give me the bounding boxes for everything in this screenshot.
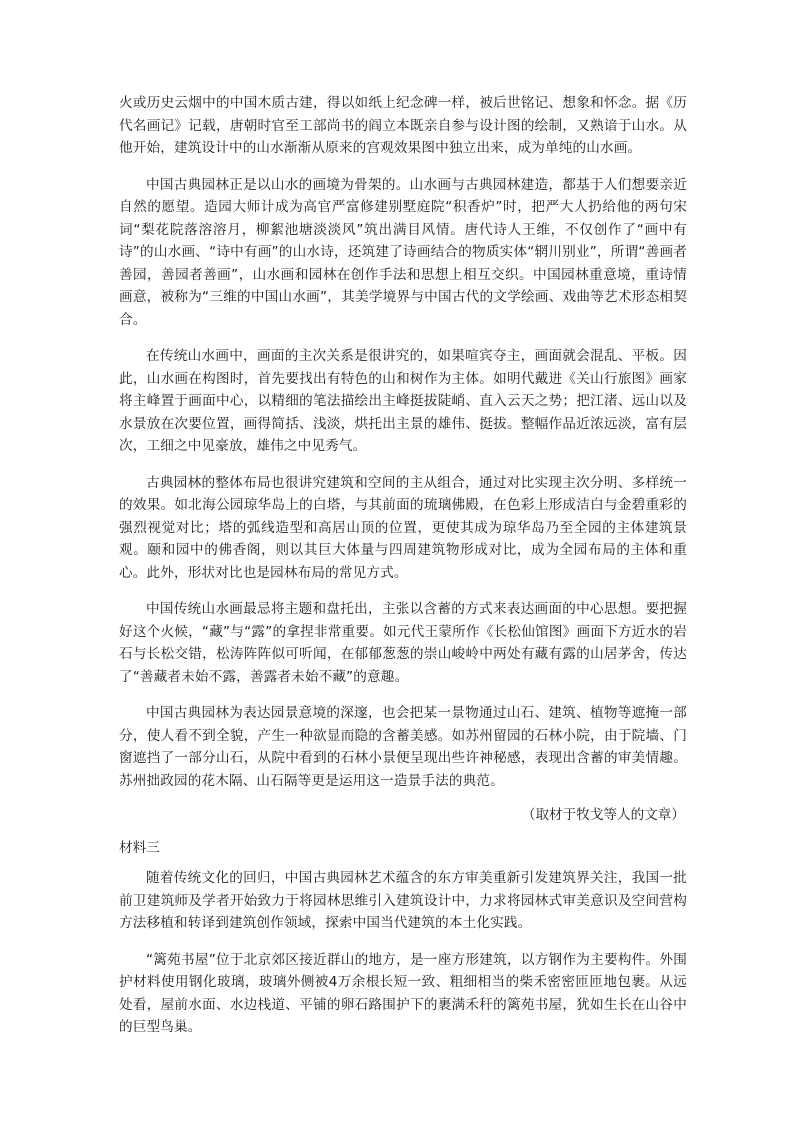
- paragraph-painting-composition: 在传统山水画中，画面的主次关系是很讲究的，如果喧宾夺主，画面就会混乱、平板。因此，山水画在构图时，首先要找出有特色的山和树作为主体。如明代戴进《关山行旅图》画家将主峰置于画面中心，以精细的笔法描绘出主峰挺拔陡峭、直入云天之势；把江渚、远山以及水景放在次要位置，画得简括、浅淡，烘托出主景的雄伟、挺拔。整幅作品近浓远淡，富有层次，工细之中见豪放，雄伟之中见秀气。: [119, 348, 687, 454]
- paragraph-garden-landscape: 中国古典园林正是以山水的画境为骨架的。山水画与古典园林建造，都基于人们想要亲近自然的愿望。造园大师计成为高官严富修建别墅庭院“积香炉”时，把严大人扔给他的两句宋词“梨花院落溶溶月，柳絮池塘淡淡风”筑出满目风情。唐代诗人王维，不仅创作了“画中有诗”的山水画、“诗中有画”的山水诗，还筑建了诗画结合的物质实体“辋川别业”，所谓“善画者善园，善园者善画”，山水画和园林在创作手法和思想上相互交织。中国园林重意境，重诗情画意，被称为“三维的中国山水画”，其美学境界与中国古代的文学绘画、戏曲等艺术形态相契合。: [119, 176, 687, 328]
- material3-heading: 材料三: [119, 839, 160, 856]
- paragraph-painting-subtlety: 中国传统山水画最忌将主题和盘托出，主张以含蓄的方式来表达画面的中心思想。要把握好这个火候，“藏”与“露”的拿捏非常重要。如元代王蒙所作《长松仙馆图》画面下方近水的岩石与长松交错，松涛阵阵似可听闻，在郁郁葱葱的崇山峻岭中两处有藏有露的山居茅舍，传达了“善藏者未始不露，善露者未始不藏”的意趣。: [119, 601, 687, 685]
- paragraph-modern-architecture: 随着传统文化的回归，中国古典园林艺术蕴含的东方审美重新引发建筑界关注，我国一批前卫建筑师及学者开始致力于将园林思维引入建筑设计中，力求将园林式审美意识及空间营构方法移植和转译到建筑创作领域，探索中国当代建筑的本土化实践。: [119, 870, 687, 931]
- paragraph-continuation: 火或历史云烟中的中国木质古建，得以如纸上纪念碑一样，被后世铭记、想象和怀念。据《历代名画记》记载，唐朝时官至工部尚书的阎立本既亲自参与设计图的绘制，又熟谙于山水。从他开始，建筑设计中的山水渐渐从原来的宫观效果图中独立出来，成为单纯的山水画。: [119, 95, 687, 156]
- paragraph-liyuan-library: “篱苑书屋”位于北京郊区接近群山的地方，是一座方形建筑，以方钢作为主要构件。外围护材料使用钢化玻璃，玻璃外侧被4万余根长短一致、粗细相当的柴禾密密匝匝地包裹。从远处看，屋前水面、水边栈道、平铺的卵石路围护下的裹满禾秆的篱苑书屋，犹如生长在山谷中的巨型鸟巢。: [119, 951, 687, 1035]
- document-body: [119, 92, 687, 1053]
- paragraph-garden-layout: 古典园林的整体布局也很讲究建筑和空间的主从组合，通过对比实现主次分明、多样统一的效果。如北海公园琼华岛上的白塔，与其前面的琉璃佛殿，在色彩上形成洁白与金碧重彩的强烈视觉对比；塔的弧线造型和高居山顶的位置，更使其成为琼华岛乃至全园的主体建筑景观。颐和园中的佛香阁，则以其巨大体量与四周建筑物形成对比，成为全园布局的主体和重心。此外，形状对比也是园林布局的常见方式。: [119, 474, 687, 581]
- source-note: （取材于牧戈等人的文章）: [521, 807, 685, 823]
- paragraph-garden-subtlety: 中国古典园林为表达园景意境的深邃，也会把某一景物通过山石、建筑、植物等遮掩一部分，使人看不到全貌，产生一种欲显而隐的含蓄美感。如苏州留园的石林小院，由于院墙、门窗遮挡了一部分山石，从院中看到的石林小景便呈现出些许神秘感，表现出含蓄的审美情趣。苏州拙政园的花木隔、山石隔等更是运用这一造景手法的典范。: [119, 705, 687, 789]
